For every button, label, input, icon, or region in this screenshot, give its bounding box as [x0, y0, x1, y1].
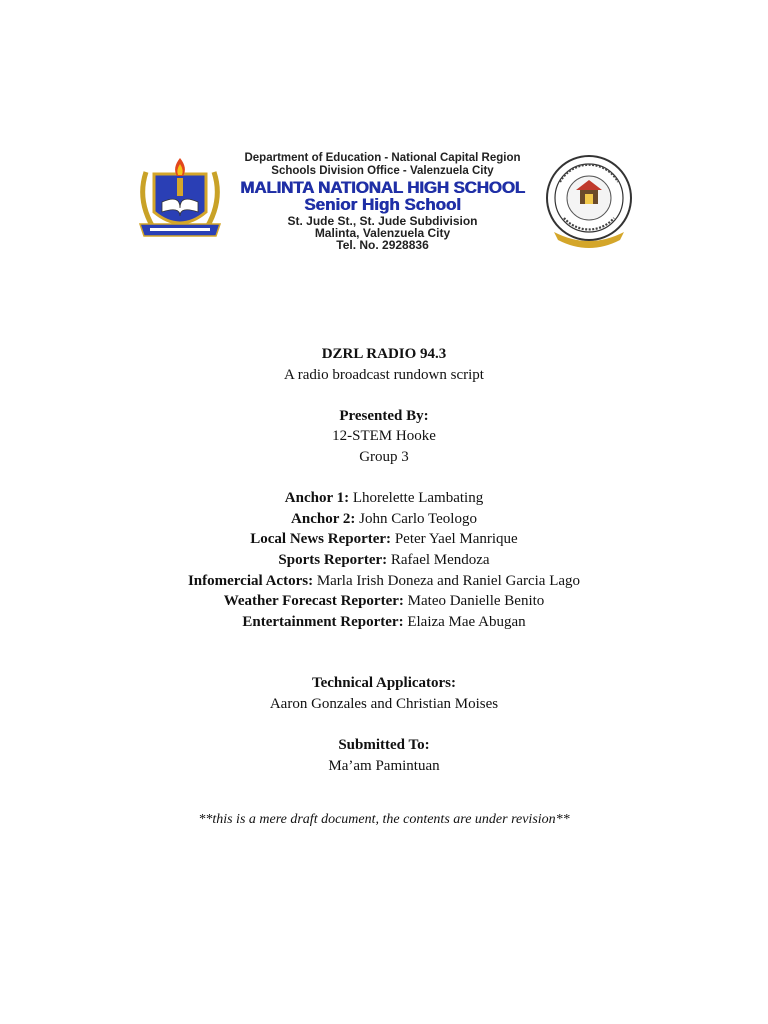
division-seal-logo: [540, 152, 638, 248]
role-label: Weather Forecast Reporter:: [223, 593, 404, 610]
draft-note: **this is a mere draft document, the contents are under revision**: [198, 812, 570, 828]
division-office-line: Schools Division Office - Valenzuela City: [271, 164, 494, 177]
role-person: Mateo Danielle Benito: [403, 593, 545, 610]
role-line: [0, 488, 768, 509]
school-level: Senior High School: [304, 195, 461, 214]
department-line: Department of Education - National Capital Region: [244, 152, 521, 164]
role-label: Anchor 2:: [291, 510, 356, 527]
station-title: DZRL RADIO 94.3: [321, 346, 447, 362]
school-seal-logo: [134, 152, 226, 246]
submitted-to-name: Ma’am Pamintuan: [328, 757, 440, 774]
document-body: [0, 344, 768, 831]
role-line: [0, 612, 768, 633]
address-line-1: St. Jude St., St. Jude Subdivision: [287, 214, 478, 228]
school-name: MALINTA NATIONAL HIGH SCHOOL: [240, 178, 525, 197]
role-person: Rafael Mendoza: [387, 551, 490, 568]
group-name: Group 3: [359, 448, 409, 465]
role-line: [0, 529, 768, 550]
technical-names: Aaron Gonzales and Christian Moises: [269, 695, 499, 712]
telephone-line: Tel. No. 2928836: [336, 238, 429, 252]
role-person: Lhorelette Lambating: [349, 490, 484, 507]
role-label: Entertainment Reporter:: [242, 613, 404, 630]
submitted-to-label: Submitted To:: [338, 737, 430, 754]
role-person: Marla Irish Doneza and Raniel Garcia Lago: [313, 572, 581, 589]
technical-label: Technical Applicators:: [311, 675, 457, 692]
role-person: John Carlo Teologo: [355, 510, 477, 527]
role-line: [0, 591, 768, 612]
presented-by-label: Presented By:: [339, 407, 429, 424]
role-label: Sports Reporter:: [278, 551, 388, 568]
role-line: [0, 571, 768, 592]
role-person: Elaiza Mae Abugan: [403, 613, 526, 630]
role-label: Local News Reporter:: [250, 531, 392, 548]
letterhead: [130, 150, 642, 250]
role-label: Anchor 1:: [284, 490, 350, 507]
role-person: Peter Yael Manrique: [391, 531, 518, 548]
address-line-2: Malinta, Valenzuela City: [314, 226, 451, 240]
role-line: [0, 550, 768, 571]
role-line: [0, 509, 768, 530]
letterhead-text: [230, 152, 535, 251]
role-label: Infomercial Actors:: [187, 572, 314, 589]
document-subtitle: A radio broadcast rundown script: [284, 366, 484, 383]
section-name: 12-STEM Hooke: [332, 428, 436, 445]
